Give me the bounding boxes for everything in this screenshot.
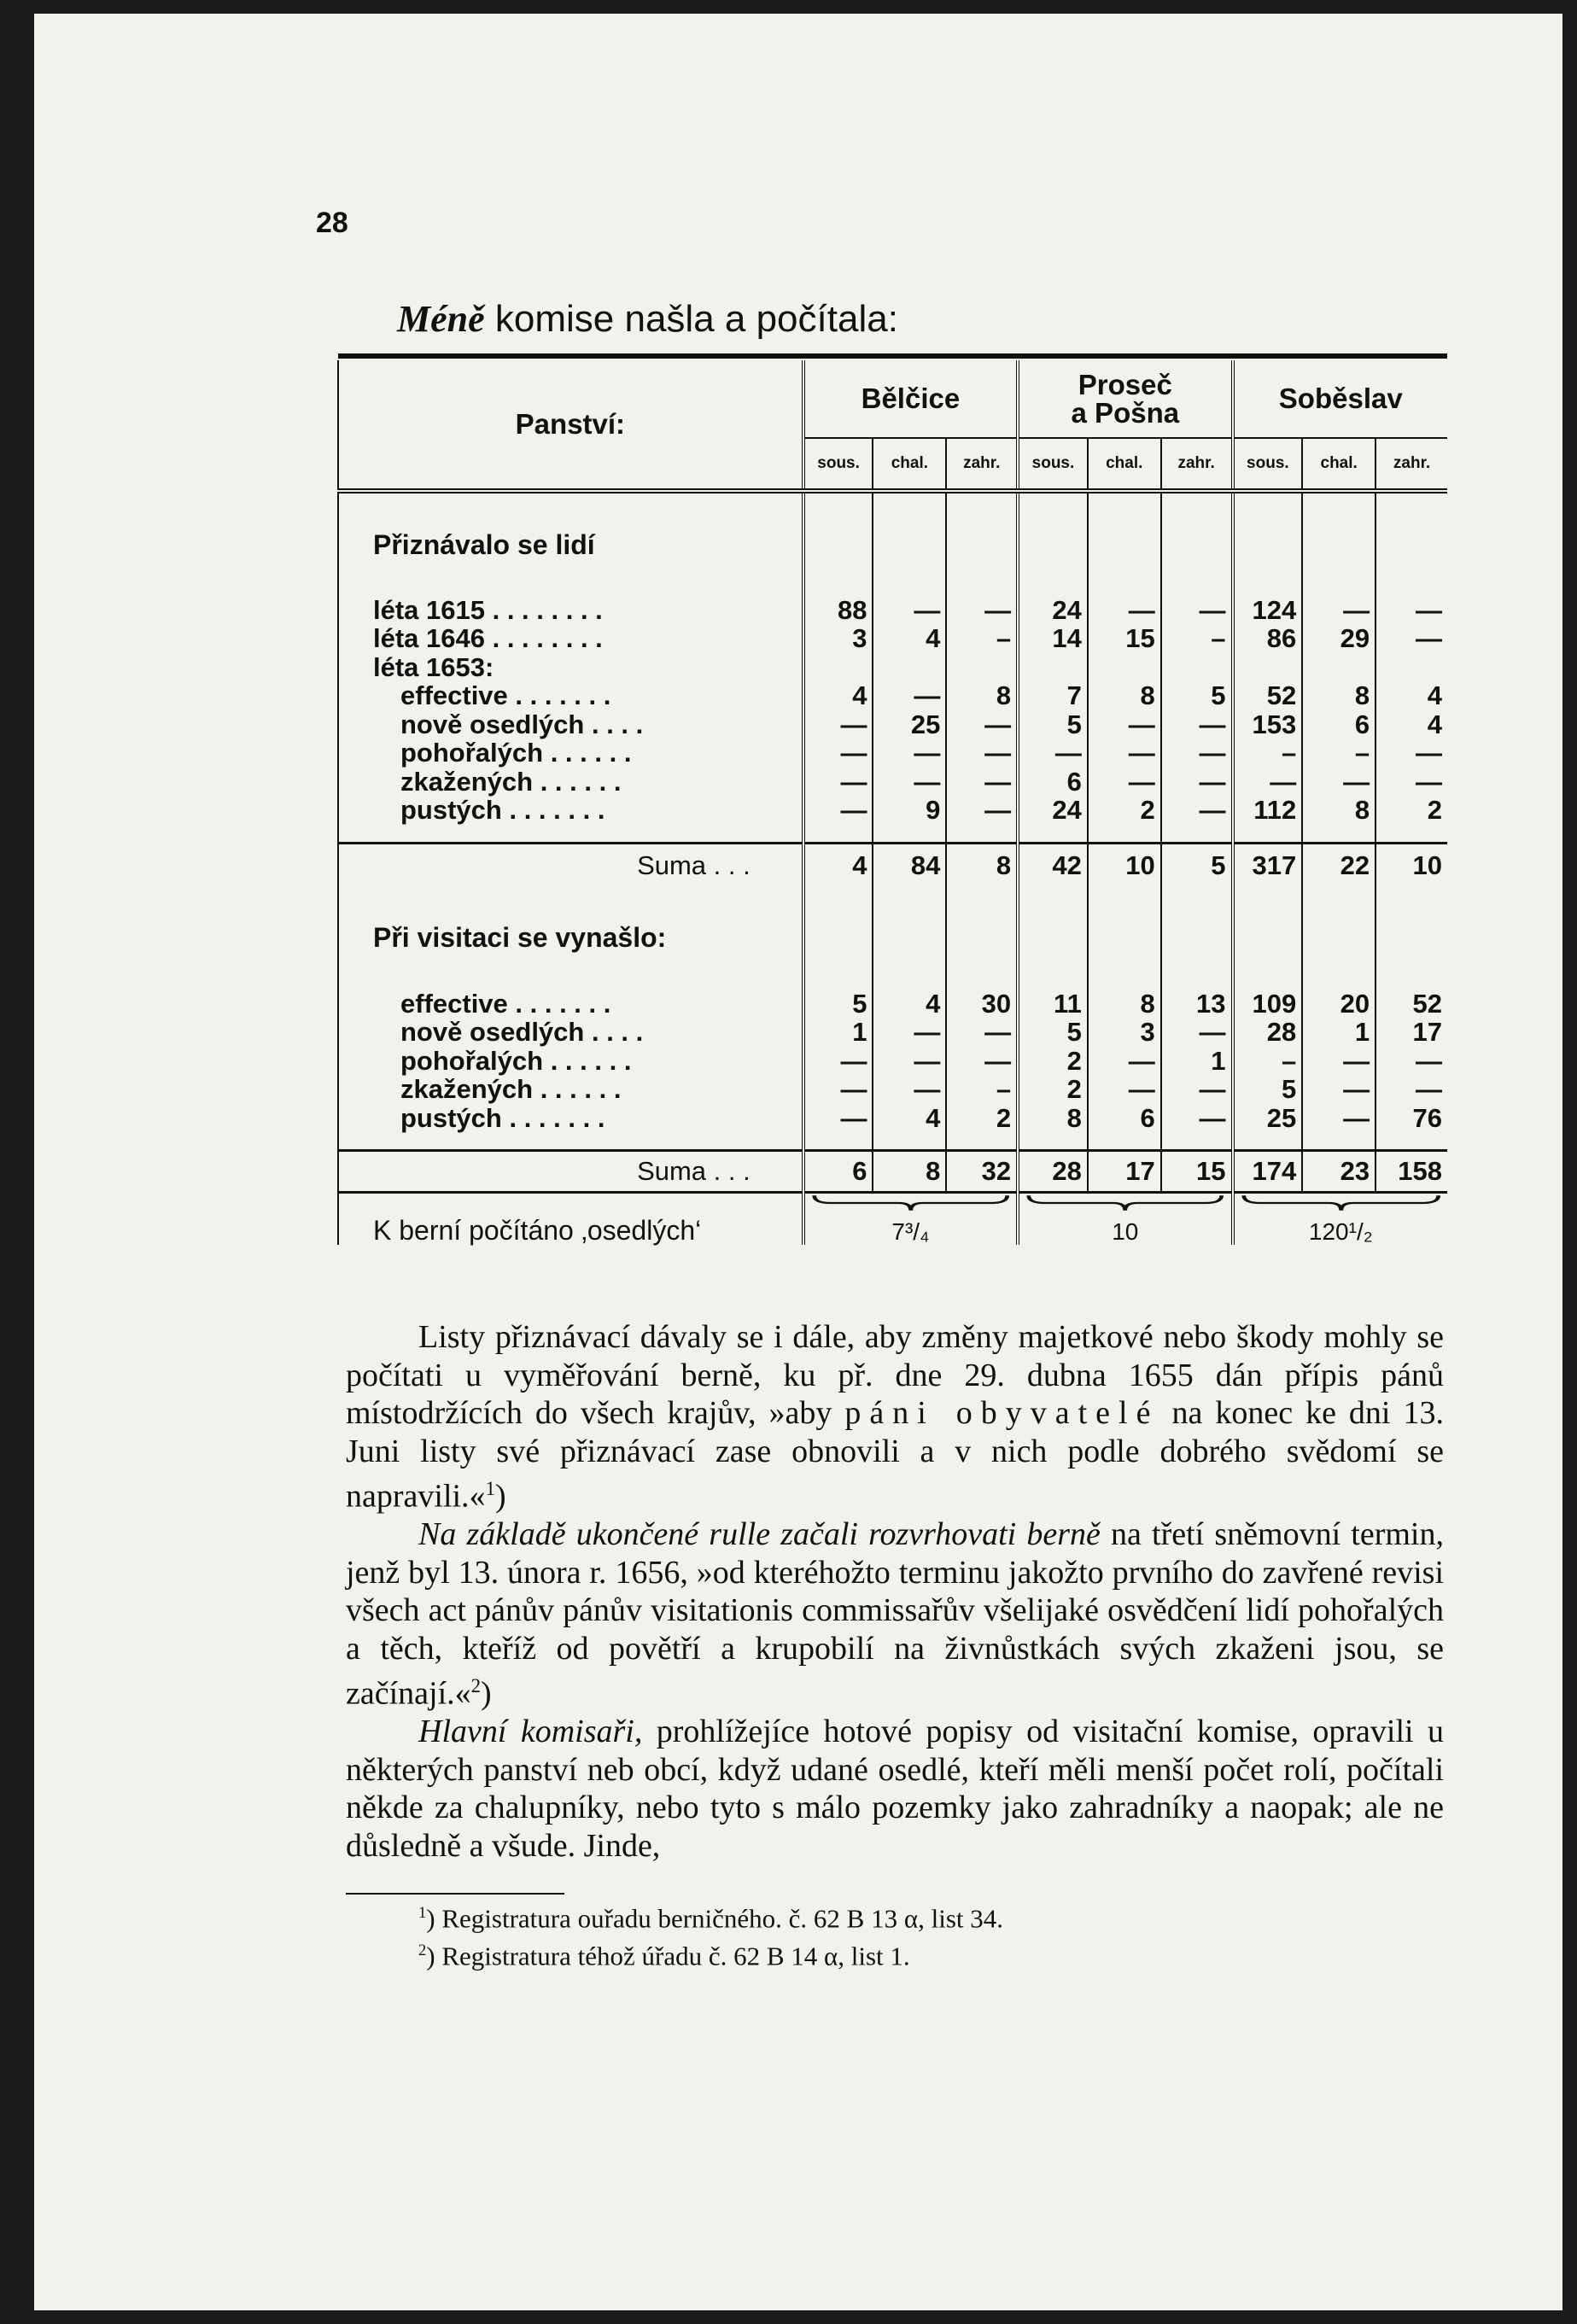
table-cell: 7 [1018,681,1088,709]
table-cell: — [1161,796,1233,824]
table-row [338,1075,1447,1103]
tax-count-belcice [803,1193,1018,1246]
footnote-ref: 1 [485,1478,495,1499]
table-cell: 1 [1161,1047,1233,1075]
table-row [338,653,1447,681]
subheader: zahr. [1375,438,1447,491]
table-row [338,768,1447,796]
table-row [338,739,1447,767]
table-cell: 28 [1233,1018,1303,1046]
table-cell: 76 [1375,1104,1447,1132]
page [34,14,1562,2310]
table-cell: 4 [803,681,873,709]
table-cell: — [946,739,1018,767]
tax-count-value: 120¹/₂ [1308,1217,1373,1245]
table-cell: — [1161,739,1233,767]
table-cell: – [946,624,1018,652]
table-cell: 8 [1018,1104,1088,1132]
column-header-panstvi: Panství: [338,360,803,491]
row-label: Suma . . . [338,1151,803,1193]
row-label: nově osedlých . . . . [338,1018,803,1046]
table-cell: — [1088,768,1161,796]
table-cell: — [1161,596,1233,624]
row-label: léta 1615 . . . . . . . . [338,596,803,624]
table-cell: — [873,1018,946,1046]
table-cell: – [1233,1047,1303,1075]
table-cell: 112 [1233,796,1303,824]
table-cell: — [1088,710,1161,739]
table-row [338,990,1447,1018]
table-cell: 5 [1161,843,1233,887]
table-cell: 24 [1018,796,1088,824]
table-cell: 9 [873,796,946,824]
table-cell: 15 [1161,1151,1233,1193]
row-label: pustých . . . . . . . [338,796,803,824]
table-cell [873,653,946,681]
tax-count-row [338,1193,1447,1246]
table-cell: — [1088,596,1161,624]
subheader: zahr. [1161,438,1233,491]
table-cell: 158 [1375,1151,1447,1193]
table-row [338,1018,1447,1046]
italic-text: Na základě ukončené rulle začali rozvrhovati berně [418,1516,1101,1553]
table-cell: — [1375,1075,1447,1103]
table-cell: 6 [803,1151,873,1193]
census-table [337,353,1447,1245]
table-cell: 3 [803,624,873,652]
table-cell: — [1233,768,1303,796]
table-row [338,1151,1447,1193]
tax-count-value: 10 [1112,1217,1139,1245]
footnote [418,1935,1003,1972]
table-cell: 153 [1233,710,1303,739]
table-cell: — [1161,1075,1233,1103]
subheader: chal. [1088,438,1161,491]
table-cell: — [1302,768,1375,796]
table-cell: 20 [1302,990,1375,1018]
table-cell: 8 [873,1151,946,1193]
table-cell: — [1018,739,1088,767]
table-cell: — [1375,1047,1447,1075]
row-label: léta 1646 . . . . . . . . [338,624,803,652]
table-cell: 5 [1233,1075,1303,1103]
table-cell: 8 [946,681,1018,709]
table-cell: — [1161,1104,1233,1132]
table-cell: — [1088,739,1161,767]
table-cell: 124 [1233,596,1303,624]
table-cell [1018,653,1088,681]
table-cell: — [803,710,873,739]
table-cell [803,653,873,681]
brace-icon [810,1194,1011,1212]
row-label: léta 1653: [338,653,803,681]
table-heading [397,297,898,341]
table-cell: — [803,768,873,796]
paragraph [346,1515,1444,1713]
footnote-mark: 2 [418,1942,427,1960]
table-cell: 25 [873,710,946,739]
table-cell: – [1233,739,1303,767]
spaced-text: páni obyvatelé [844,1395,1159,1431]
table-cell: 84 [873,843,946,887]
footnote-rule [346,1893,564,1895]
text-run: prohlížejíce hotové popisy od visitační komise, opravili u některých panství neb obcí, když udané osedlé, kteří měli menší počet rolí, počítali někde za chalupníky, nebo tyto s málo pozemky jako zahradníky a naopak; ale ne důsledně a všude. Jinde, [346,1714,1444,1864]
table-cell: – [946,1075,1018,1103]
table-cell: 3 [1088,1018,1161,1046]
section-visitation [338,887,1447,1193]
table-cell: — [1161,710,1233,739]
table-cell: – [1302,739,1375,767]
table-cell: 8 [1088,681,1161,709]
table-cell [1088,653,1161,681]
table-row [338,843,1447,887]
table-row [338,624,1447,652]
table-cell: 14 [1018,624,1088,652]
table-cell: 2 [1375,796,1447,824]
table-cell: 5 [803,990,873,1018]
table-cell: — [803,739,873,767]
body-text [346,1318,1444,1865]
table-cell: 4 [873,990,946,1018]
table-cell: 25 [1233,1104,1303,1132]
table-cell: — [1302,1104,1375,1132]
table-cell: 5 [1161,681,1233,709]
section-title: Při visitaci se vynašlo: [338,887,803,990]
table-cell: 24 [1018,596,1088,624]
group-header-sobeslav: Soběslav [1233,360,1447,438]
table-cell: 10 [1088,843,1161,887]
table-cell [1302,653,1375,681]
row-label: pohořalých . . . . . . [338,1047,803,1075]
table-cell: — [873,1047,946,1075]
table-cell: 23 [1302,1151,1375,1193]
tax-count-sobeslav [1233,1193,1447,1246]
heading-rest: komise našla a počítala: [484,298,898,340]
table-cell: 15 [1088,624,1161,652]
table-cell: 317 [1233,843,1303,887]
table-cell: 17 [1088,1151,1161,1193]
row-label: nově osedlých . . . . [338,710,803,739]
table-cell: 88 [803,596,873,624]
row-label: Suma . . . [338,843,803,887]
group-header-prosec: Proseč a Pošna [1018,360,1232,438]
table-cell: 2 [1018,1047,1088,1075]
table-cell: — [946,796,1018,824]
subheader: chal. [1302,438,1375,491]
table-row [338,1104,1447,1132]
table-cell: 1 [1302,1018,1375,1046]
table-cell: 5 [1018,1018,1088,1046]
brace-icon [1025,1194,1225,1212]
text-run: Listy přiznávací dávaly se i dále, aby změny majetkové nebo škody mohly se počítati u vyměřování berně, ku př. dne 29. dubna 1655 dán přípis pánů místodržících do všech krajův, »aby [346,1319,1444,1431]
group-header-belcice: Bělčice [803,360,1018,438]
table-cell: 29 [1302,624,1375,652]
table-cell [1233,653,1303,681]
table-cell: — [946,768,1018,796]
table-cell: — [1088,1075,1161,1103]
table-cell: — [946,1047,1018,1075]
text-run: na třetí sněmovní termin, jenž byl 13. února r. 1656, »od kteréhožto terminu jakožto prvního do zavřené revisi všech act pánův pánův visitationis commissařův všelijaké osvědčení lidí pohořalých a těch, kteříž od povětří a krupobilí na živnůstkách svých zkaženi jsou, se začínají.« [346,1516,1444,1712]
table-cell: — [946,596,1018,624]
table-cell: 2 [946,1104,1018,1132]
table-cell: 8 [946,843,1018,887]
table-cell: 30 [946,990,1018,1018]
table-cell: 28 [1018,1151,1088,1193]
table-cell: 6 [1088,1104,1161,1132]
table-cell: — [1375,768,1447,796]
subheader: sous. [803,438,873,491]
table-cell [1161,653,1233,681]
table-cell: — [803,1075,873,1103]
row-label: pohořalých . . . . . . [338,739,803,767]
table-cell: 174 [1233,1151,1303,1193]
table-cell: — [1302,1075,1375,1103]
table-cell: — [1375,739,1447,767]
table-cell: — [873,1075,946,1103]
table-cell: 2 [1088,796,1161,824]
table-cell: – [1161,624,1233,652]
section-title: Přiznávalo se lidí [338,491,803,596]
table-cell: 4 [1375,681,1447,709]
table-cell: — [1088,1047,1161,1075]
text-run: ) [481,1675,492,1712]
table-cell: 109 [1233,990,1303,1018]
table-cell: — [1161,768,1233,796]
brace-icon [1240,1194,1442,1212]
table-cell: 17 [1375,1018,1447,1046]
footnote [418,1897,1003,1935]
row-label: pustých . . . . . . . [338,1104,803,1132]
table-cell: 2 [1018,1075,1088,1103]
table-cell: 4 [803,843,873,887]
table-cell: 13 [1161,990,1233,1018]
table-cell: — [946,710,1018,739]
row-label: zkažených . . . . . . [338,768,803,796]
table-cell: 8 [1088,990,1161,1018]
subheader: sous. [1233,438,1303,491]
table-cell: 6 [1302,710,1375,739]
table-row [338,596,1447,624]
table-cell [1375,653,1447,681]
footnote-text: ) Registratura ouřadu berničného. č. 62 B 13 α, list 34. [426,1903,1003,1934]
table-cell: 86 [1233,624,1303,652]
text-run: ) [494,1478,506,1515]
page-number: 28 [316,207,348,239]
table-cell: — [873,768,946,796]
table-cell: 1 [803,1018,873,1046]
table-cell: — [803,796,873,824]
table-cell: — [873,596,946,624]
row-label: zkažených . . . . . . [338,1075,803,1103]
table-cell [946,653,1018,681]
table-cell: 52 [1233,681,1303,709]
table-cell: 6 [1018,768,1088,796]
table-cell: 4 [1375,710,1447,739]
table-cell: 52 [1375,990,1447,1018]
table-cell: 42 [1018,843,1088,887]
subheader: zahr. [946,438,1018,491]
text-run: na konec ke dni 13. Juni listy své přiznávací zase obnovili a v nich podle dobrého svědomí se napravili.« [346,1395,1444,1515]
table-cell: — [873,739,946,767]
footnote-text: ) Registratura téhož úřadu č. 62 B 14 α, list 1. [426,1941,910,1971]
table-cell: 4 [873,624,946,652]
table-cell: — [803,1104,873,1132]
table-cell: 4 [873,1104,946,1132]
table-cell: — [1302,596,1375,624]
table-row [338,710,1447,739]
table-cell: — [803,1047,873,1075]
table-row [338,1047,1447,1075]
footnote-ref: 2 [470,1675,482,1697]
row-label: effective . . . . . . . [338,681,803,709]
footnote-mark: 1 [418,1904,427,1922]
table-cell: — [1161,1018,1233,1046]
table-cell: 22 [1302,843,1375,887]
heading-emphasis: Méně [397,298,485,340]
paragraph [346,1713,1444,1865]
table-cell: — [1375,624,1447,652]
table-row [338,796,1447,824]
table-cell: — [873,681,946,709]
table-cell: 8 [1302,681,1375,709]
table-row [338,681,1447,709]
tax-count-prosec [1018,1193,1232,1246]
tax-count-label: K berní počítáno ‚osedlých‘ [338,1193,803,1246]
row-label: effective . . . . . . . [338,990,803,1018]
italic-text: Hlavní komisaři, [418,1714,643,1750]
table-cell: 5 [1018,710,1088,739]
footnotes [418,1897,1003,1973]
table-cell: — [1375,596,1447,624]
table-cell: 11 [1018,990,1088,1018]
table-cell: 32 [946,1151,1018,1193]
table-cell: 8 [1302,796,1375,824]
section-declared [338,491,1447,887]
paragraph [346,1318,1444,1515]
table-cell: — [946,1018,1018,1046]
subheader: chal. [873,438,946,491]
table-cell: 10 [1375,843,1447,887]
table-cell: — [1302,1047,1375,1075]
subheader: sous. [1018,438,1088,491]
tax-count-value: 7³/₄ [891,1217,930,1245]
